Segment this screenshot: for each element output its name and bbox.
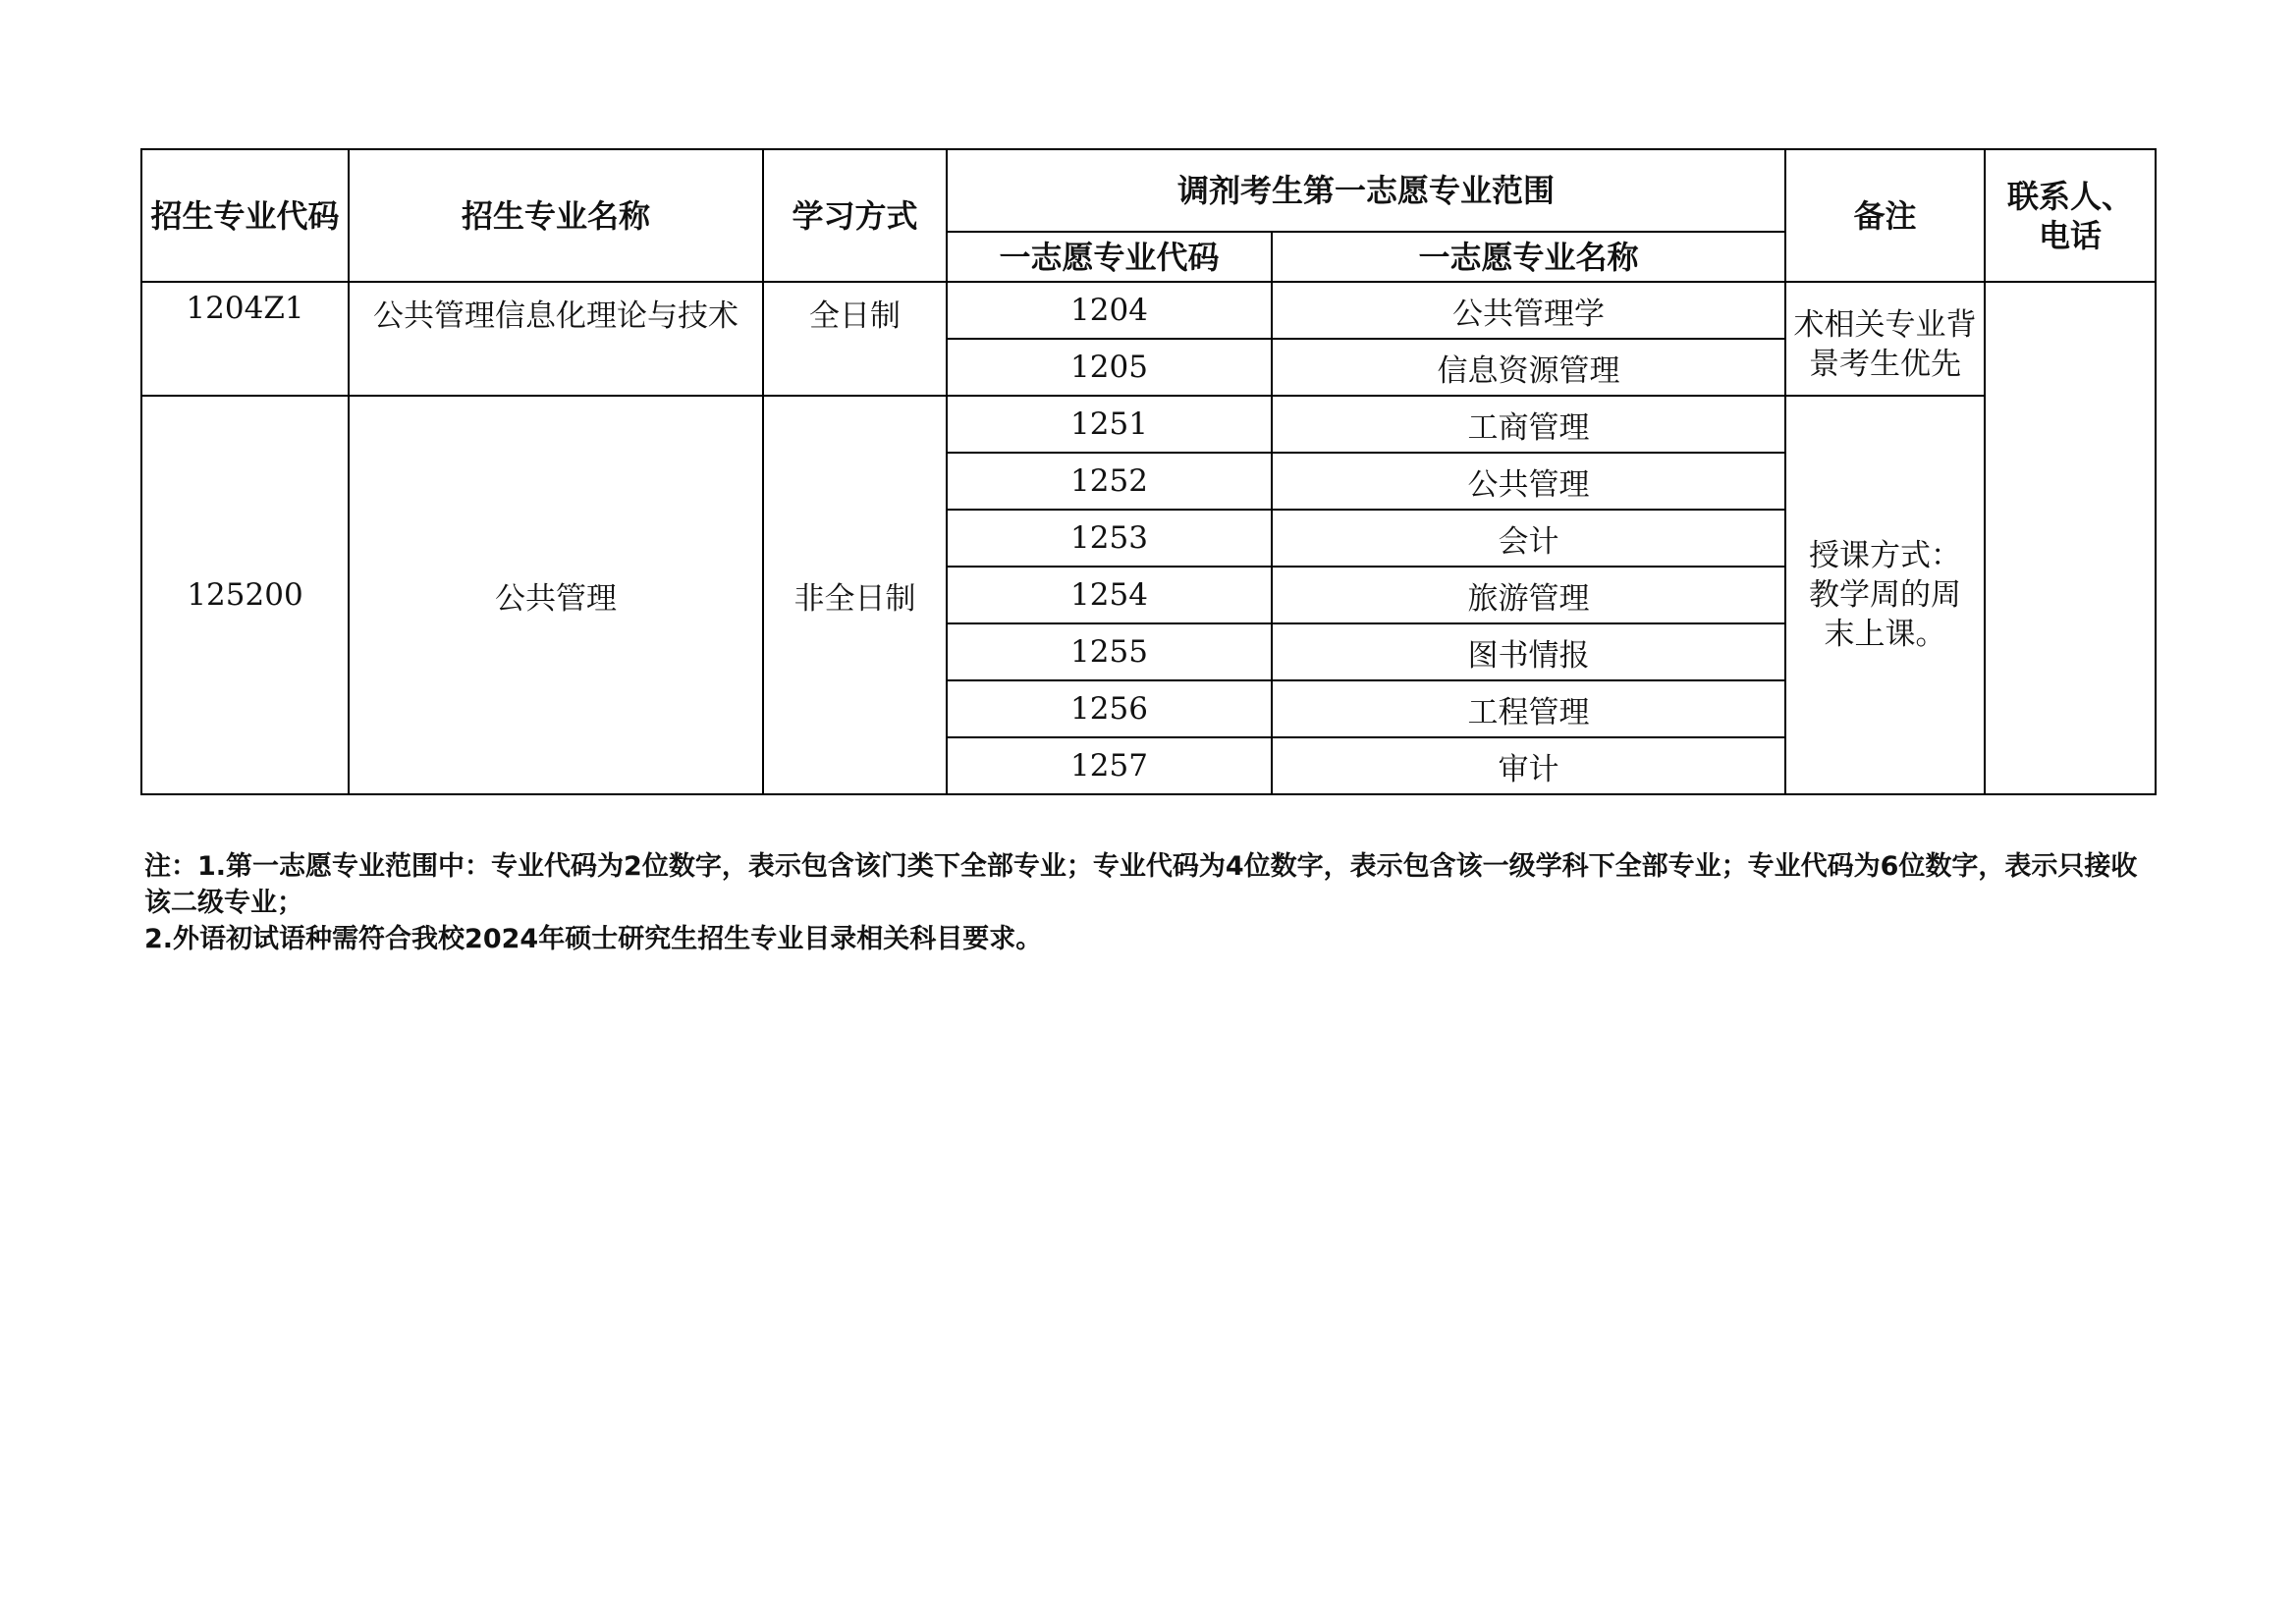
subject-code-cell: 1256 bbox=[947, 680, 1272, 737]
subject-code-cell: 1257 bbox=[947, 737, 1272, 794]
subject-code-cell: 1254 bbox=[947, 567, 1272, 623]
subject-name-cell: 图书情报 bbox=[1272, 623, 1785, 680]
header-major-name: 招生专业名称 bbox=[349, 149, 763, 282]
header-contact: 联系人、电话 bbox=[1985, 149, 2156, 282]
subject-name-cell: 公共管理 bbox=[1272, 453, 1785, 510]
subject-code-cell: 1251 bbox=[947, 396, 1272, 453]
subject-code-cell: 1205 bbox=[947, 339, 1272, 396]
header-first-choice-scope: 调剂考生第一志愿专业范围 bbox=[947, 149, 1785, 232]
study-mode-cell: 全日制 bbox=[763, 282, 947, 396]
adjustment-table bbox=[140, 148, 2157, 795]
table-row bbox=[141, 282, 2156, 339]
major-code-cell: 125200 bbox=[141, 396, 349, 794]
subject-name-cell: 旅游管理 bbox=[1272, 567, 1785, 623]
remark-cell bbox=[1785, 396, 1985, 794]
remark-cell bbox=[1785, 282, 1985, 396]
header-major-code: 招生专业代码 bbox=[141, 149, 349, 282]
table-row bbox=[141, 396, 2156, 453]
header-first-choice-code: 一志愿专业代码 bbox=[947, 232, 1272, 282]
subject-code-cell: 1255 bbox=[947, 623, 1272, 680]
subject-code-cell: 1253 bbox=[947, 510, 1272, 567]
subject-name-cell: 工程管理 bbox=[1272, 680, 1785, 737]
header-study-mode: 学习方式 bbox=[763, 149, 947, 282]
contact-cell bbox=[1985, 282, 2156, 794]
footnote-line-2: 2.外语初试语种需符合我校2024年硕士研究生招生专业目录相关科目要求。 bbox=[144, 924, 1043, 954]
study-mode-cell: 非全日制 bbox=[763, 396, 947, 794]
subject-name-cell: 工商管理 bbox=[1272, 396, 1785, 453]
header-remark: 备注 bbox=[1785, 149, 1985, 282]
subject-code-cell: 1204 bbox=[947, 282, 1272, 339]
footnote bbox=[144, 848, 2158, 957]
header-first-choice-name: 一志愿专业名称 bbox=[1272, 232, 1785, 282]
subject-name-cell: 审计 bbox=[1272, 737, 1785, 794]
subject-name-cell: 公共管理学 bbox=[1272, 282, 1785, 339]
subject-name-cell: 信息资源管理 bbox=[1272, 339, 1785, 396]
remark-text: 授课方式：教学周的周末上课。 bbox=[1809, 538, 1962, 652]
subject-code-cell: 1252 bbox=[947, 453, 1272, 510]
footnote-line-1: 注：1.第一志愿专业范围中：专业代码为2位数字，表示包含该门类下全部专业；专业代码为4位数字，表示包含该一级学科下全部专业；专业代码为6位数字，表示只接收该二级专业； bbox=[144, 851, 2138, 918]
remark-text: 术相关专业背景考生优先 bbox=[1793, 307, 1977, 382]
major-code-cell: 1204Z1 bbox=[141, 282, 349, 396]
subject-name-cell: 会计 bbox=[1272, 510, 1785, 567]
major-name-cell: 公共管理信息化理论与技术 bbox=[349, 282, 763, 396]
major-name-cell: 公共管理 bbox=[349, 396, 763, 794]
